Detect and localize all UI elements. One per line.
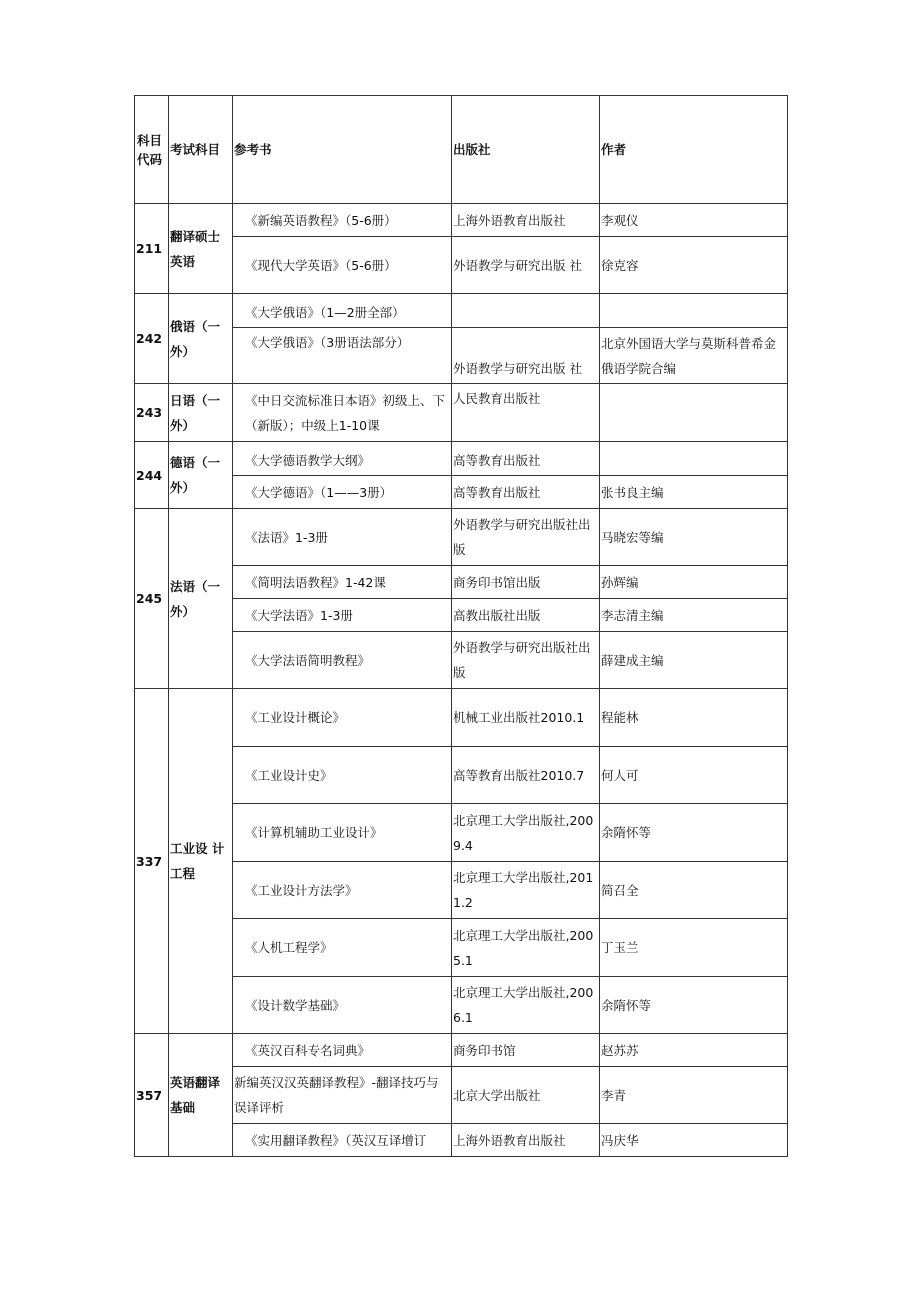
book-title: 《大学德语教学大纲》 — [233, 442, 452, 476]
table-row — [135, 862, 788, 919]
publisher: 高等教育出版社 — [452, 442, 600, 476]
subject-code: 243 — [135, 384, 169, 442]
book-title: 《中日交流标准日本语》初级上、下（新版）；中级上1-10课 — [233, 384, 452, 442]
publisher: 商务印书馆 — [452, 1034, 600, 1067]
author: 程能林 — [600, 689, 788, 747]
author: 何人可 — [600, 747, 788, 804]
publisher: 外语教学与研究出版 社 — [452, 237, 600, 294]
header-subject: 考试科目 — [169, 96, 233, 204]
book-title: 《简明法语教程》1-42课 — [233, 566, 452, 599]
publisher: 人民教育出版社 — [452, 384, 600, 442]
book-title: 《英汉百科专名词典》 — [233, 1034, 452, 1067]
publisher: 北京理工大学出版社,2005.1 — [452, 919, 600, 977]
author: 薛建成主编 — [600, 632, 788, 689]
subject-code: 211 — [135, 204, 169, 294]
subject-code: 244 — [135, 442, 169, 509]
table-row — [135, 509, 788, 566]
author: 冯庆华 — [600, 1124, 788, 1157]
table-row — [135, 442, 788, 476]
book-title: 《法语》1-3册 — [233, 509, 452, 566]
publisher: 外语教学与研究出版社出版 — [452, 632, 600, 689]
table-row — [135, 204, 788, 237]
author: 李观仪 — [600, 204, 788, 237]
author: 余隋怀等 — [600, 804, 788, 862]
table-row — [135, 1124, 788, 1157]
author — [600, 442, 788, 476]
table-row — [135, 328, 788, 384]
publisher: 上海外语教育出版社 — [452, 204, 600, 237]
author: 马晓宏等编 — [600, 509, 788, 566]
table-row — [135, 689, 788, 747]
book-title: 《大学法语简明教程》 — [233, 632, 452, 689]
table-row — [135, 237, 788, 294]
author — [600, 294, 788, 328]
table-row — [135, 476, 788, 509]
header-code: 科目代码 — [135, 96, 169, 204]
book-title: 《实用翻译教程》（英汉互译增订 — [233, 1124, 452, 1157]
publisher: 外语教学与研究出版社出版 — [452, 509, 600, 566]
book-title: 《大学俄语》（3册语法部分） — [233, 328, 452, 384]
author: 张书良主编 — [600, 476, 788, 509]
subject-name: 翻译硕士英语 — [169, 204, 233, 294]
subject-code: 357 — [135, 1034, 169, 1157]
book-title: 《大学德语》（1——3册） — [233, 476, 452, 509]
table-row — [135, 1034, 788, 1067]
book-title: 《大学俄语》（1—2册全部） — [233, 294, 452, 328]
book-title: 《人机工程学》 — [233, 919, 452, 977]
author: 北京外国语大学与莫斯科普希金俄语学院合编 — [600, 328, 788, 384]
table-row — [135, 1067, 788, 1124]
subject-code: 337 — [135, 689, 169, 1034]
subject-name: 德语（一外） — [169, 442, 233, 509]
publisher: 高教出版社出版 — [452, 599, 600, 632]
header-book: 参考书 — [233, 96, 452, 204]
book-title: 《工业设计方法学》 — [233, 862, 452, 919]
publisher — [452, 294, 600, 328]
table-row — [135, 804, 788, 862]
book-title: 新编英汉汉英翻译教程》-翻译技巧与误译评析 — [233, 1067, 452, 1124]
author: 李青 — [600, 1067, 788, 1124]
book-title: 《大学法语》1-3册 — [233, 599, 452, 632]
publisher: 外语教学与研究出版 社 — [452, 328, 600, 384]
subject-name: 日语（一外） — [169, 384, 233, 442]
subject-name: 法语（一外） — [169, 509, 233, 689]
subject-code: 245 — [135, 509, 169, 689]
book-title: 《新编英语教程》（5-6册） — [233, 204, 452, 237]
reference-book-table — [134, 95, 788, 1157]
table-row — [135, 384, 788, 442]
header-row — [135, 96, 788, 204]
table-row — [135, 747, 788, 804]
author: 孙辉编 — [600, 566, 788, 599]
author: 丁玉兰 — [600, 919, 788, 977]
book-title: 《工业设计史》 — [233, 747, 452, 804]
publisher: 北京理工大学出版社,2006.1 — [452, 977, 600, 1034]
publisher: 高等教育出版社2010.7 — [452, 747, 600, 804]
book-title: 《现代大学英语》（5-6册） — [233, 237, 452, 294]
subject-name: 英语翻译基础 — [169, 1034, 233, 1157]
publisher: 北京理工大学出版社,2011.2 — [452, 862, 600, 919]
author: 徐克容 — [600, 237, 788, 294]
author — [600, 384, 788, 442]
publisher: 高等教育出版社 — [452, 476, 600, 509]
header-author: 作者 — [600, 96, 788, 204]
subject-code: 242 — [135, 294, 169, 384]
book-title: 《工业设计概论》 — [233, 689, 452, 747]
publisher: 上海外语教育出版社 — [452, 1124, 600, 1157]
table-row — [135, 977, 788, 1034]
publisher: 北京理工大学出版社,2009.4 — [452, 804, 600, 862]
author: 简召全 — [600, 862, 788, 919]
header-publisher: 出版社 — [452, 96, 600, 204]
subject-name: 俄语（一外） — [169, 294, 233, 384]
publisher: 商务印书馆出版 — [452, 566, 600, 599]
table-row — [135, 294, 788, 328]
book-title: 《设计数学基础》 — [233, 977, 452, 1034]
table-row — [135, 919, 788, 977]
publisher: 机械工业出版社2010.1 — [452, 689, 600, 747]
publisher: 北京大学出版社 — [452, 1067, 600, 1124]
table-row — [135, 632, 788, 689]
author: 李志清主编 — [600, 599, 788, 632]
author: 赵苏苏 — [600, 1034, 788, 1067]
subject-name: 工业设 计工程 — [169, 689, 233, 1034]
table-row — [135, 599, 788, 632]
table-row — [135, 566, 788, 599]
author: 余隋怀等 — [600, 977, 788, 1034]
book-title: 《计算机辅助工业设计》 — [233, 804, 452, 862]
